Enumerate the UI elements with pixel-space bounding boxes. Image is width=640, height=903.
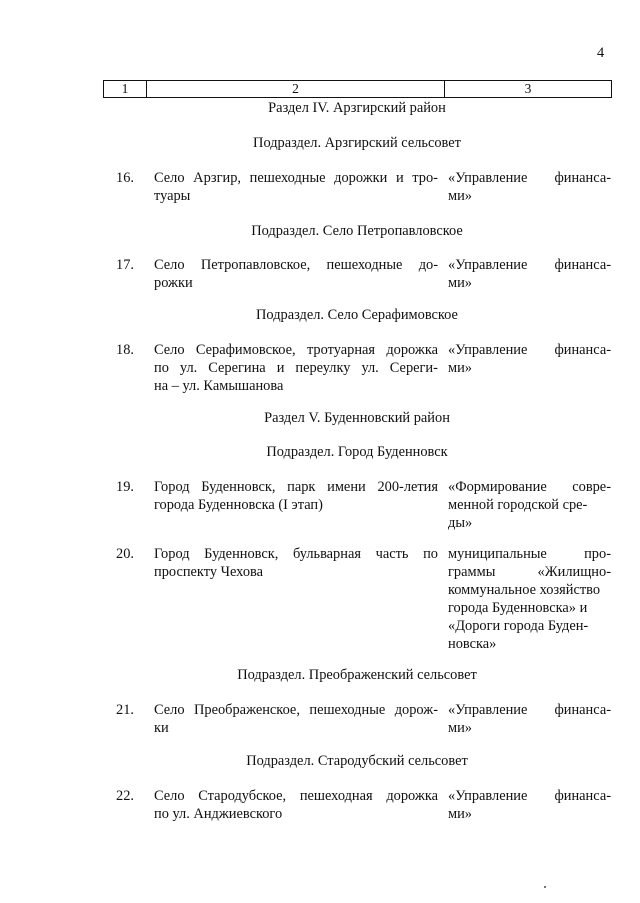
column-header-row: [104, 81, 612, 98]
subsection-heading: Подраздел. Село Серафимовское: [256, 307, 458, 323]
subsection-heading: Подраздел. Стародубский сельсовет: [246, 753, 468, 769]
description-line: Село Серафимовское, тротуарная дорожка: [154, 342, 438, 358]
description-line: Село Арзгир, пешеходные дорожки и тро-: [154, 170, 438, 186]
program-line: менной городской сре-: [448, 497, 588, 513]
object-description: [154, 478, 438, 514]
description-line: Город Буденновск, парк имени 200-летия: [154, 479, 438, 495]
program-word: совре-: [572, 479, 611, 495]
program-line: новска»: [448, 636, 497, 652]
row-number: 18.: [116, 342, 134, 358]
description-line: на – ул. Камышанова: [154, 378, 284, 394]
column-header-table: [103, 80, 612, 98]
program-word: «Управление: [448, 342, 528, 358]
object-description: [154, 341, 438, 395]
program-name: [448, 256, 611, 292]
program-name: [448, 169, 611, 205]
object-description: [154, 169, 438, 205]
program-word: «Управление: [448, 170, 528, 186]
program-word: финанса-: [554, 342, 611, 358]
row-number: 19.: [116, 479, 134, 495]
description-line: Село Стародубское, пешеходная дорожка: [154, 788, 438, 804]
program-word: «Жилищно-: [537, 564, 611, 580]
program-word: финанса-: [554, 170, 611, 186]
program-word: муниципальные: [448, 546, 547, 562]
program-line: ми»: [448, 188, 473, 204]
object-description: [154, 256, 438, 292]
description-line: города Буденновска (I этап): [154, 497, 323, 513]
program-word: финанса-: [554, 702, 611, 718]
program-word: «Управление: [448, 257, 528, 273]
subsection-heading: Подраздел. Арзгирский сельсовет: [253, 135, 461, 151]
object-description: [154, 701, 438, 737]
description-line: Город Буденновск, бульварная часть по: [154, 546, 438, 562]
subsection-heading: Подраздел. Село Петропавловское: [251, 223, 463, 239]
column-header-2: 2: [147, 81, 445, 98]
program-line: коммунальное хозяйство: [448, 582, 601, 598]
program-line: города Буденновска» и: [448, 600, 588, 616]
row-number: 20.: [116, 546, 134, 562]
column-header-3: 3: [445, 81, 612, 98]
page-number: 4: [597, 45, 605, 61]
description-line: Село Петропавловское, пешеходные до-: [154, 257, 438, 273]
program-line: «Дороги города Буден-: [448, 618, 589, 634]
program-word: «Формирование: [448, 479, 547, 495]
section-heading: Раздел V. Буденновский район: [264, 410, 450, 426]
program-word: финанса-: [554, 788, 611, 804]
program-name: [448, 341, 611, 377]
program-line: ми»: [448, 360, 473, 376]
row-number: 16.: [116, 170, 134, 186]
row-number: 21.: [116, 702, 134, 718]
column-header-1: 1: [104, 81, 147, 98]
program-name: [448, 478, 611, 532]
description-line: ки: [154, 720, 169, 736]
program-word: граммы: [448, 564, 496, 580]
description-line: Село Преображенское, пешеходные дорож-: [154, 702, 438, 718]
program-line: ды»: [448, 515, 473, 531]
description-line: по ул. Анджиевского: [154, 806, 283, 822]
program-name: [448, 545, 611, 653]
object-description: [154, 545, 438, 581]
description-line: по ул. Серегина и переулку ул. Сереги-: [154, 360, 438, 376]
program-word: про-: [584, 546, 611, 562]
program-name: [448, 701, 611, 737]
program-word: «Управление: [448, 788, 528, 804]
object-description: [154, 787, 438, 823]
description-line: рожки: [154, 275, 193, 291]
program-line: ми»: [448, 275, 473, 291]
subsection-heading: Подраздел. Преображенский сельсовет: [237, 667, 477, 683]
program-line: ми»: [448, 806, 473, 822]
program-word: «Управление: [448, 702, 528, 718]
program-name: [448, 787, 611, 823]
description-line: проспекту Чехова: [154, 564, 264, 580]
row-number: 17.: [116, 257, 134, 273]
section-heading: Раздел IV. Арзгирский район: [268, 100, 446, 116]
program-line: ми»: [448, 720, 473, 736]
program-word: финанса-: [554, 257, 611, 273]
scan-speck: [544, 886, 546, 888]
row-number: 22.: [116, 788, 134, 804]
description-line: туары: [154, 188, 191, 204]
subsection-heading: Подраздел. Город Буденновск: [266, 444, 448, 460]
